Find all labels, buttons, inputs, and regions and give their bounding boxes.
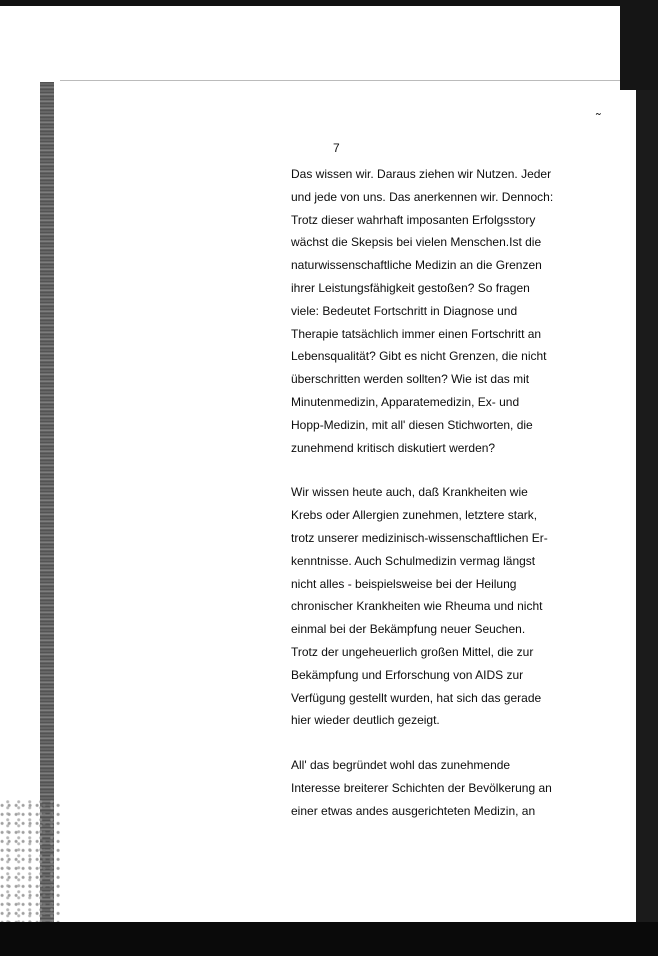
paragraph-2: [291, 481, 591, 732]
scan-top-border: [0, 0, 658, 6]
scan-bottom-border: [0, 922, 658, 956]
text-line: Interesse breiterer Schichten der Bevölkerung an: [291, 780, 552, 795]
text-line: einer etwas andes ausgerichteten Medizin, an: [291, 803, 536, 818]
paragraph-1: [291, 163, 591, 459]
text-line: Hopp-Medizin, mit all' diesen Stichworten, die: [291, 417, 533, 432]
text-line: Lebensqualität? Gibt es nicht Grenzen, die nicht: [291, 349, 547, 364]
text-line: Krebs oder Allergien zunehmen, letztere stark,: [291, 508, 538, 523]
text-line: ihrer Leistungsfähigkeit gestoßen? So fragen: [291, 280, 530, 295]
text-line: Minutenmedizin, Apparatemedizin, Ex- und: [291, 394, 520, 409]
text-line: Bekämpfung und Erforschung von AIDS zur: [291, 667, 524, 682]
text-line: zunehmend kritisch diskutiert werden?: [291, 440, 496, 455]
paragraph-3: [291, 754, 591, 822]
scan-right-shadow: [620, 0, 658, 90]
text-line: nicht alles - beispielsweise bei der Heilung: [291, 576, 517, 591]
text-line: und jede von uns. Das anerkennen wir. Dennoch:: [291, 189, 554, 204]
scan-right-edge: [636, 90, 658, 922]
text-line: Wir wissen heute auch, daß Krankheiten wie: [291, 485, 528, 500]
text-line: Trotz der ungeheuerlich großen Mittel, die zur: [291, 644, 534, 659]
scan-noise: [0, 800, 60, 922]
scan-binding-edge: [40, 82, 54, 922]
document-body: [291, 163, 591, 845]
text-line: naturwissenschaftliche Medizin an die Grenzen: [291, 258, 542, 273]
text-line: viele: Bedeutet Fortschritt in Diagnose und: [291, 303, 518, 318]
text-line: chronischer Krankheiten wie Rheuma und nicht: [291, 599, 543, 614]
text-line: kenntnisse. Auch Schulmedizin vermag längst: [291, 553, 536, 568]
text-line: überschritten werden sollten? Wie ist das mit: [291, 372, 530, 387]
page-top-edge: [60, 80, 620, 81]
scan-artifact-mark: ˜: [596, 110, 601, 126]
text-line: All' das begründet wohl das zunehmende: [291, 758, 511, 773]
text-line: Das wissen wir. Daraus ziehen wir Nutzen. Jeder: [291, 167, 552, 181]
text-line: Trotz dieser wahrhaft imposanten Erfolgsstory: [291, 212, 536, 227]
text-line: hier wieder deutlich gezeigt.: [291, 713, 440, 728]
text-line: Verfügung gestellt wurden, hat sich das gerade: [291, 690, 542, 705]
page-number: 7: [333, 141, 340, 155]
text-line: wächst die Skepsis bei vielen Menschen.Ist die: [291, 235, 542, 250]
text-line: einmal bei der Bekämpfung neuer Seuchen.: [291, 622, 526, 637]
text-line: Therapie tatsächlich immer einen Fortschritt an: [291, 326, 542, 341]
text-line: trotz unserer medizinisch-wissenschaftlichen Er-: [291, 530, 548, 545]
